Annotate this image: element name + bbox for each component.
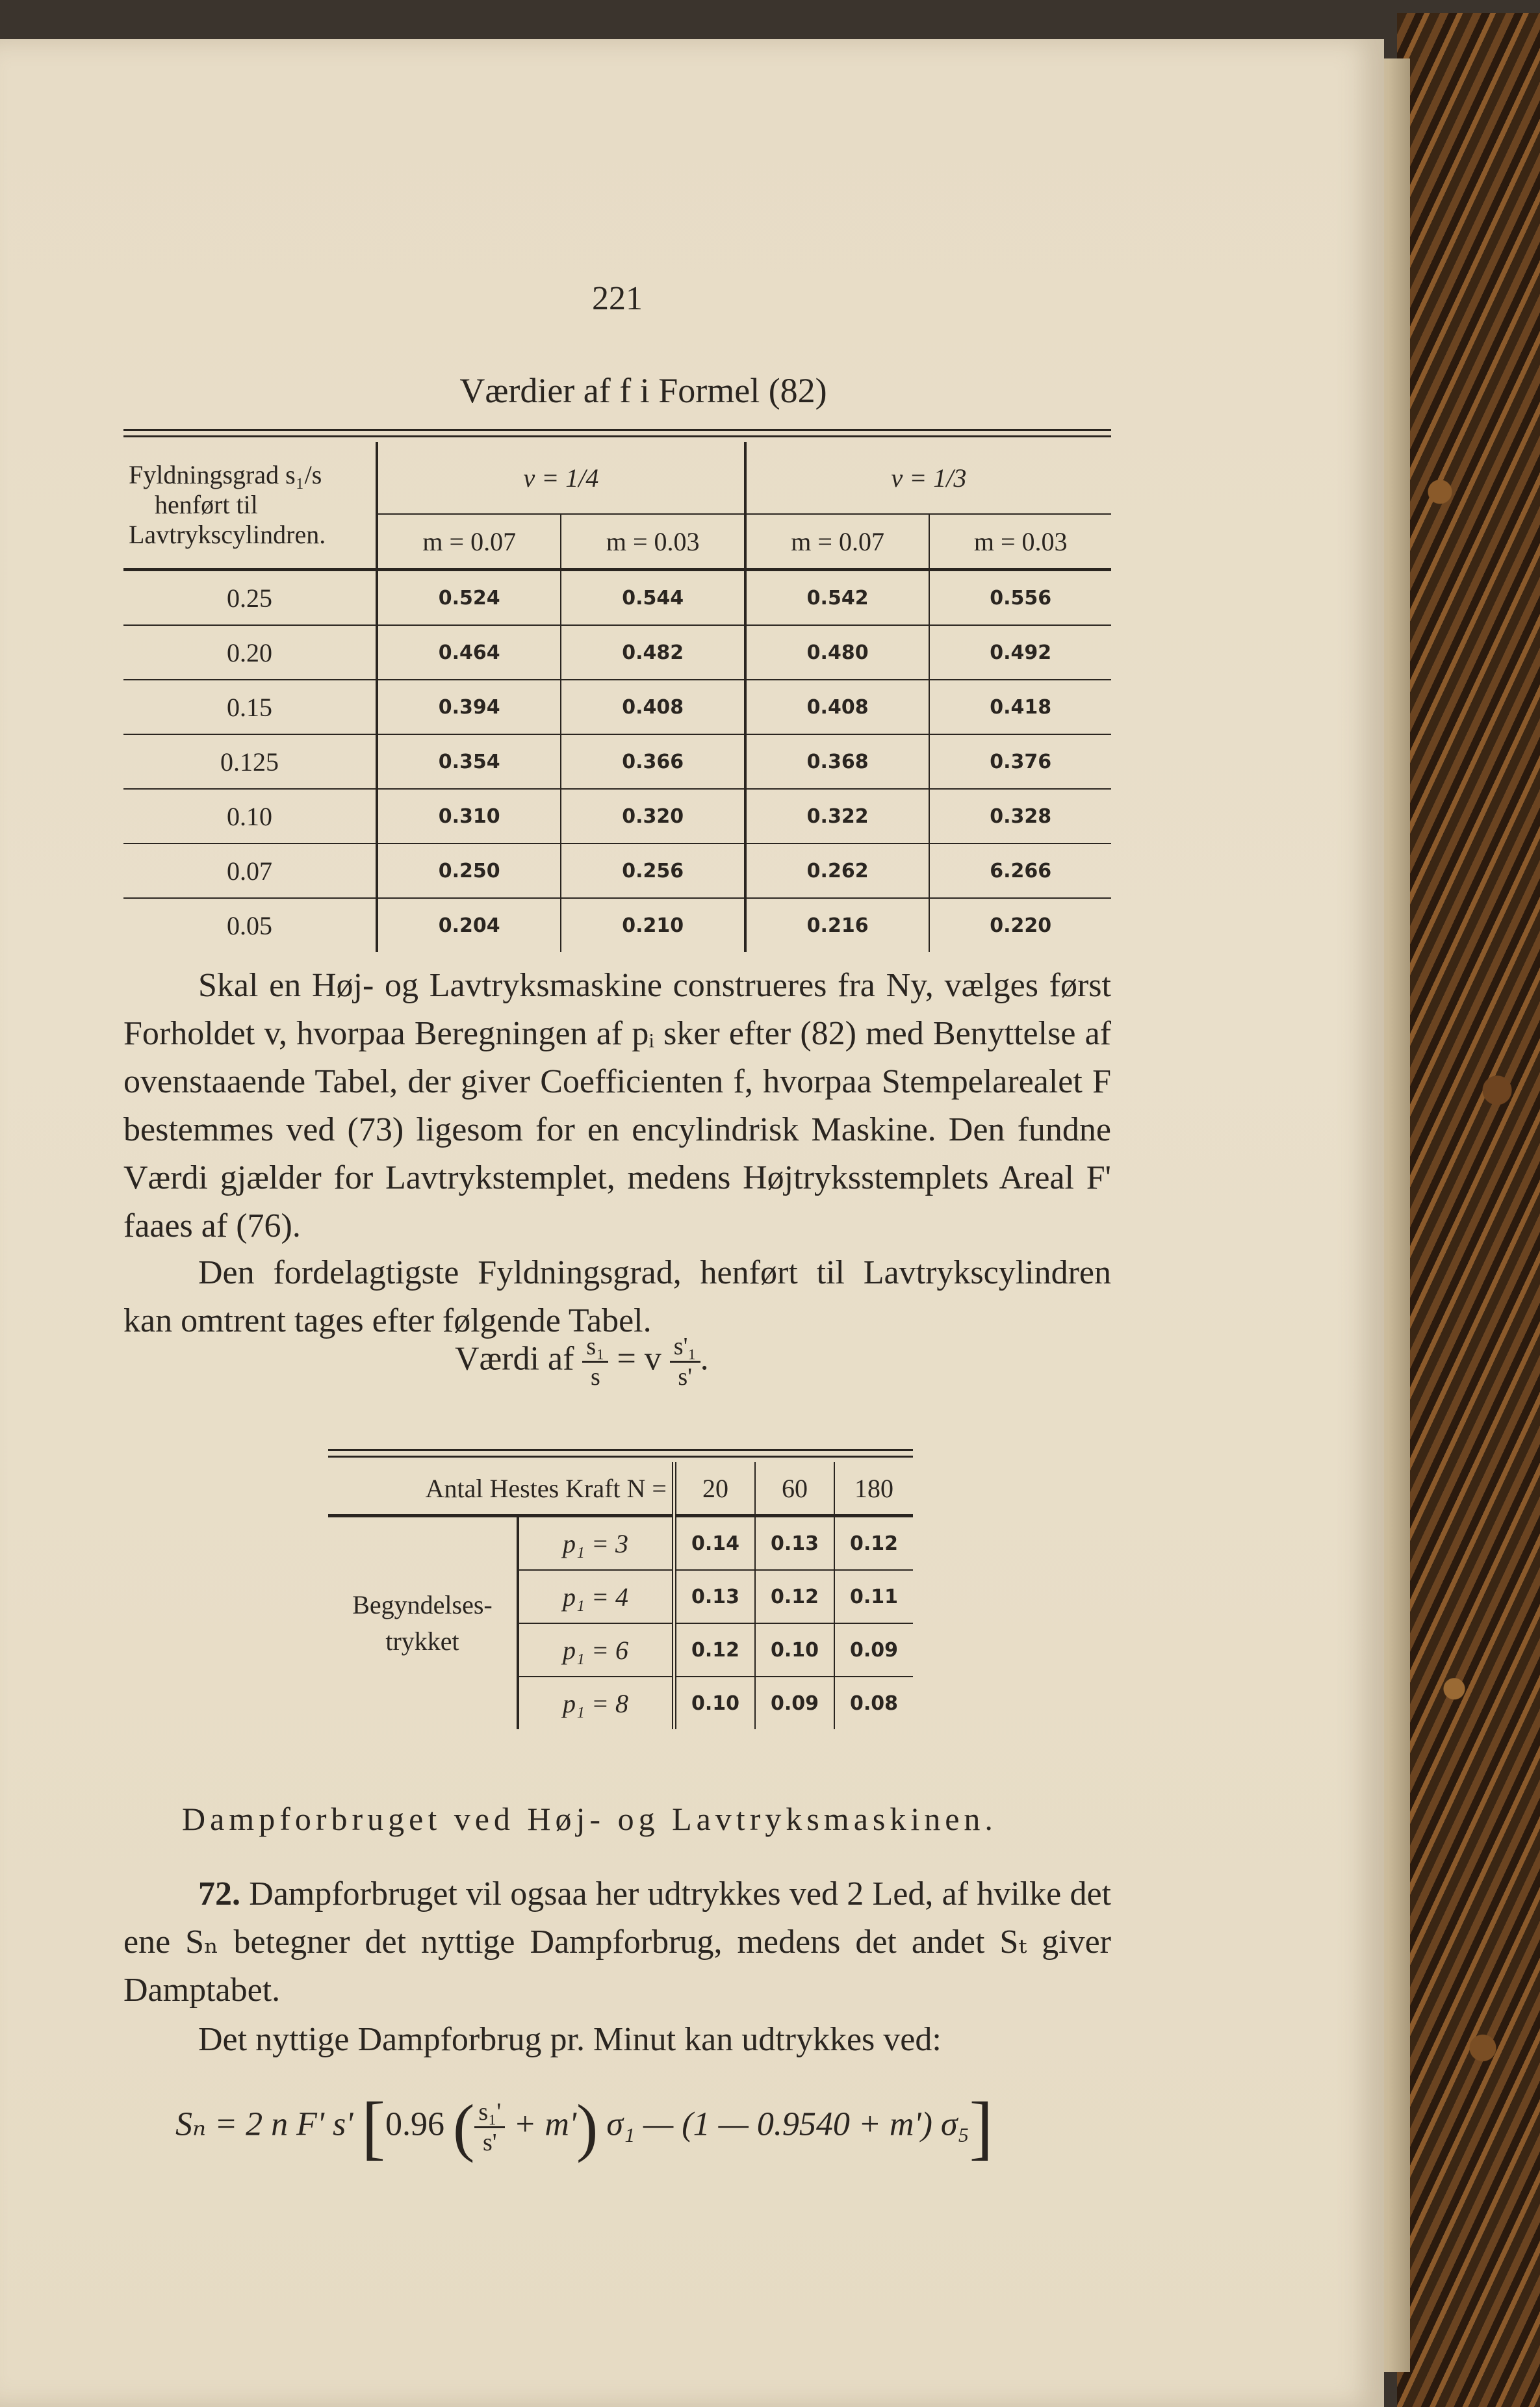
value-cell: 0.328 [929, 789, 1111, 843]
table2-side-label [328, 1516, 518, 1730]
pressure-label: p₁ = 6 [518, 1623, 674, 1677]
frac2-den: s' [678, 1363, 693, 1391]
value-cell: 0.204 [377, 898, 561, 952]
table1-row [123, 570, 1111, 626]
value-cell: 0.368 [745, 734, 929, 789]
value-cell: 0.210 [561, 898, 745, 952]
fill-ratio-cell: 0.07 [123, 843, 377, 898]
group-header-2: v = 1/3 [745, 442, 1111, 514]
table1 [123, 442, 1111, 952]
value-cell: 0.262 [745, 843, 929, 898]
value-cell: 6.266 [929, 843, 1111, 898]
formula-frac-den: s' [482, 2129, 497, 2156]
value-cell: 0.492 [929, 625, 1111, 680]
frac1-num: s₁ [582, 1332, 608, 1363]
fill-ratio-cell: 0.20 [123, 625, 377, 680]
book-binding [1397, 13, 1540, 2407]
table1-row [123, 789, 1111, 843]
value-cell: 0.542 [745, 570, 929, 626]
fill-value-cell: 0.08 [849, 1692, 899, 1715]
formula-frac [474, 2098, 505, 2157]
value-cell: 0.394 [377, 680, 561, 734]
value-cell: 0.408 [561, 680, 745, 734]
value-cell: 0.366 [561, 734, 745, 789]
value-cell: 0.556 [929, 570, 1111, 626]
value-cell: 0.544 [561, 570, 745, 626]
book-page [0, 39, 1384, 2407]
formula-part1: 0.96 [385, 2105, 445, 2143]
table2-top-rule-2 [328, 1456, 913, 1458]
fill-value-cell: 0.12 [834, 1516, 913, 1571]
value-cell: 0.408 [745, 680, 929, 734]
group-header-1: v = 1/4 [377, 442, 745, 514]
table2-title-mid: = v [617, 1340, 661, 1378]
table2-body [328, 1516, 913, 1730]
paragraph-3-number: 72. [198, 1875, 240, 1912]
formula-bracket-close: ] [969, 2087, 994, 2167]
fill-value-cell: 0.12 [755, 1570, 834, 1623]
table2-title-suffix: . [700, 1340, 709, 1378]
paragraph-2: Den fordelagtigste Fyldningsgrad, henført til Lavtrykscylindren kan omtrent tages efter følgende Tabel. [123, 1254, 1111, 1339]
table1-top-rule [123, 429, 1111, 431]
fill-value-cell: 0.10 [755, 1623, 834, 1677]
value-cell: 0.482 [561, 625, 745, 680]
row-header-line-3: Lavtrykscylindren. [129, 520, 326, 549]
subheader-3: m = 0.07 [745, 514, 929, 570]
value-cell: 0.322 [745, 789, 929, 843]
formula-paren-close: ) [576, 2091, 598, 2163]
table1-row [123, 734, 1111, 789]
section-title: Dampforbruget ved Høj- og Lavtryksmaskinen. [182, 1801, 997, 1837]
value-cell: 0.464 [377, 625, 561, 680]
page-number: 221 [592, 280, 643, 317]
value-cell: 0.320 [561, 789, 745, 843]
value-cell: 0.256 [561, 843, 745, 898]
fill-value-cell: 0.14 [674, 1516, 756, 1571]
table2-col-60: 60 [755, 1462, 834, 1516]
value-cell: 0.418 [929, 680, 1111, 734]
table1-title: Værdier af f i Formel (82) [459, 371, 827, 410]
pressure-label: p₁ = 3 [518, 1516, 674, 1571]
frac2-num: s'₁ [670, 1332, 700, 1363]
value-cell: 0.216 [745, 898, 929, 952]
table2 [328, 1462, 913, 1729]
table1-row [123, 625, 1111, 680]
table2-title-prefix: Værdi af [455, 1340, 574, 1378]
value-cell: 0.524 [377, 570, 561, 626]
table2-title-frac-1 [582, 1332, 608, 1391]
pressure-label: p₁ = 8 [518, 1677, 674, 1729]
value-cell: 0.220 [990, 914, 1052, 937]
fill-ratio-cell: 0.15 [123, 680, 377, 734]
table2-title [455, 1332, 709, 1391]
subheader-4: m = 0.03 [929, 514, 1111, 570]
fill-ratio-cell: 0.25 [123, 570, 377, 626]
value-cell: 0.376 [929, 734, 1111, 789]
formula-lhs: Sₙ = 2 n F' s' [175, 2105, 353, 2143]
table1-row [123, 843, 1111, 898]
paragraph-3-text: Dampforbruget vil ogsaa her udtrykkes ved 2 Led, af hvilke det ene Sₙ betegner det nyttige Dampforbrug, medens det andet Sₜ giver Damptabet. [123, 1875, 1111, 2009]
fill-value-cell: 0.09 [834, 1623, 913, 1677]
fill-value-cell: 0.10 [674, 1677, 756, 1729]
value-cell: 0.310 [377, 789, 561, 843]
fill-ratio-cell: 0.10 [123, 789, 377, 843]
side-label-line: Begyndelses- [352, 1590, 493, 1619]
table2-top-rule [328, 1449, 913, 1451]
fill-value-cell: 0.13 [674, 1570, 756, 1623]
subheader-1: m = 0.07 [377, 514, 561, 570]
formula-paren-open: ( [453, 2091, 475, 2163]
table2-col-20: 20 [674, 1462, 756, 1516]
paragraph-1: Skal en Høj- og Lavtryksmaskine construeres fra Ny, vælges først Forholdet v, hvorpaa Beregningen af pᵢ sker efter (82) med Benyttelse af ovenstaaende Tabel, der giver Coefficienten f, hvorpaa Stempelarealet F bestemmes ved (73) ligesom for en encylindrisk Maskine. Den fundne Værdi gjælder for Lavtrykstemplet, medens Højtryksstemplets Areal F' faaes af (76). [123, 967, 1111, 1244]
row-header-line-2: henført til [155, 490, 258, 519]
paragraph-3 [123, 1870, 1111, 2014]
value-cell: 0.480 [745, 625, 929, 680]
fill-value-cell: 0.09 [755, 1677, 834, 1729]
table2-header-label: Antal Hestes Kraft N = [328, 1462, 674, 1516]
fill-ratio-cell: 0.125 [123, 734, 377, 789]
table1-top-rule-2 [123, 435, 1111, 437]
table2-row [328, 1516, 913, 1571]
table2-title-frac-2 [670, 1332, 700, 1391]
fill-ratio-cell: 0.05 [123, 898, 377, 952]
fill-value-cell: 0.13 [755, 1516, 834, 1571]
value-cell: 0.250 [377, 843, 561, 898]
side-label-line: trykket [385, 1627, 459, 1656]
table1-row-header [123, 442, 377, 570]
table1-row [123, 898, 1111, 952]
table2-col-180: 180 [834, 1462, 913, 1516]
fill-value-cell: 0.11 [834, 1570, 913, 1623]
fill-value-cell: 0.12 [674, 1623, 756, 1677]
formula-part3: σ₁ — (1 — 0.9540 + m') σ₅ [606, 2105, 969, 2143]
formula-bracket-open: [ [361, 2087, 386, 2167]
frac1-den: s [591, 1363, 600, 1391]
formula-frac-num: s₁' [474, 2098, 505, 2128]
value-cell: 0.354 [377, 734, 561, 789]
subheader-2: m = 0.03 [561, 514, 745, 570]
pressure-label: p₁ = 4 [518, 1570, 674, 1623]
formula [175, 2086, 993, 2169]
row-header-line-1: Fyldningsgrad s₁/s [129, 460, 322, 489]
table1-body [123, 570, 1111, 953]
table1-row [123, 680, 1111, 734]
formula-part2: + m' [513, 2105, 577, 2143]
paragraph-4: Det nyttige Dampforbrug pr. Minut kan udtrykkes ved: [198, 2021, 942, 2058]
